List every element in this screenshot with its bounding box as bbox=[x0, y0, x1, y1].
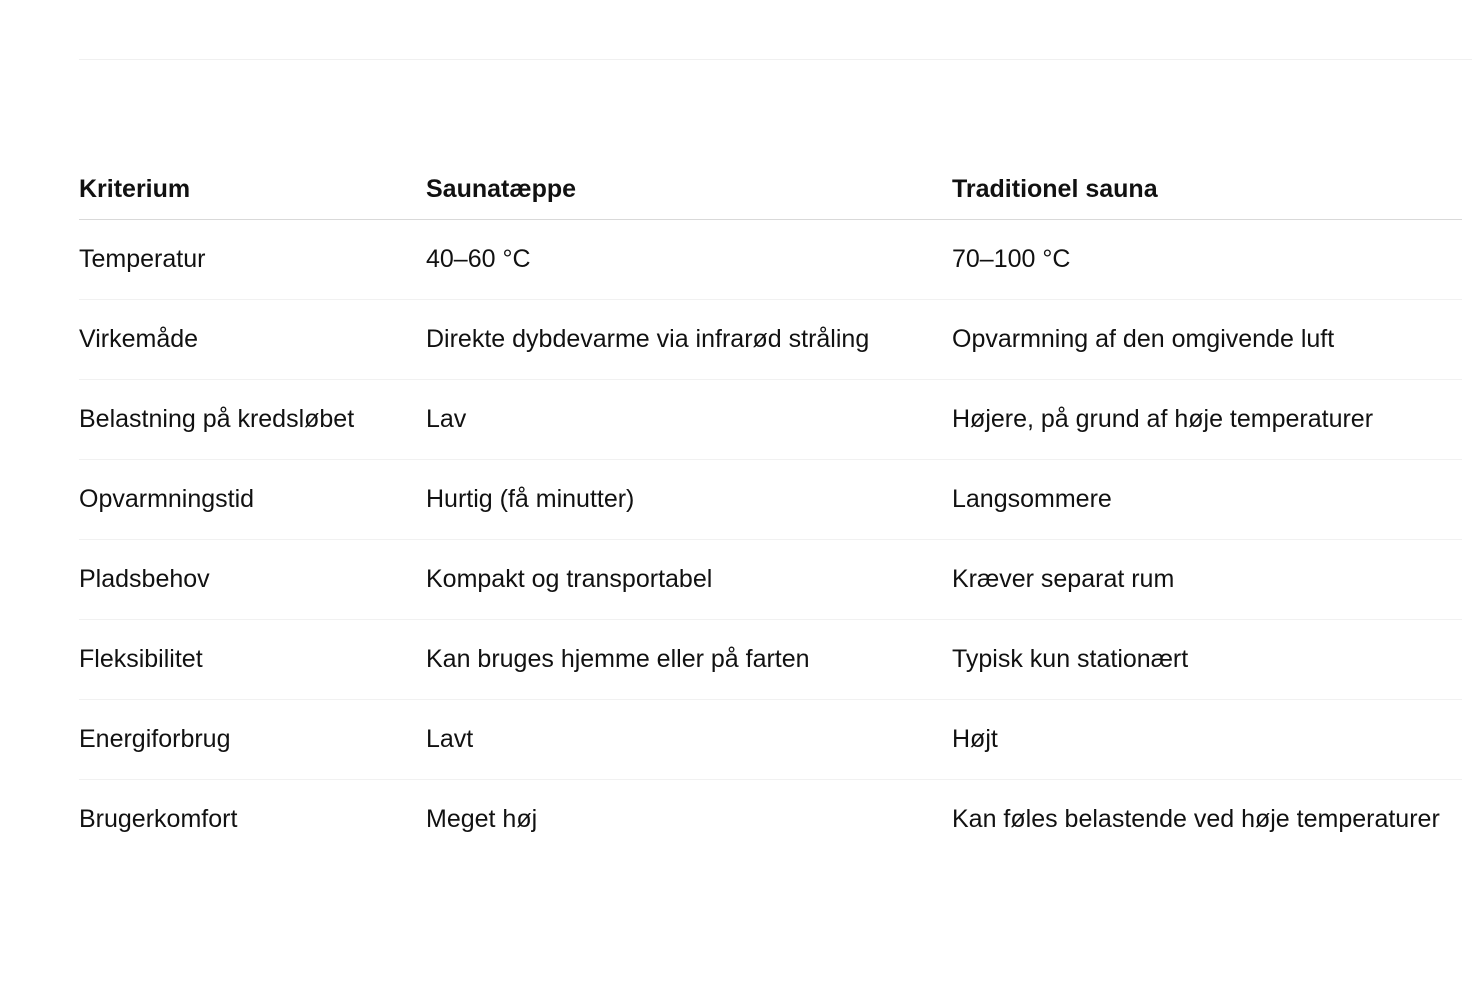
cell-sauna-blanket: Direkte dybdevarme via infrarød stråling bbox=[426, 300, 952, 380]
table-header-row bbox=[79, 160, 1462, 220]
cell-criterion: Belastning på kredsløbet bbox=[79, 380, 426, 460]
cell-criterion: Fleksibilitet bbox=[79, 620, 426, 700]
header-sauna-blanket: Saunatæppe bbox=[426, 160, 952, 220]
cell-sauna-blanket: Kompakt og transportabel bbox=[426, 540, 952, 620]
cell-criterion: Energiforbrug bbox=[79, 700, 426, 780]
table-row bbox=[79, 300, 1462, 380]
cell-traditional-sauna: Opvarmning af den omgivende luft bbox=[952, 300, 1462, 380]
cell-traditional-sauna: Kræver separat rum bbox=[952, 540, 1462, 620]
table-row bbox=[79, 700, 1462, 780]
cell-criterion: Opvarmningstid bbox=[79, 460, 426, 540]
table-row bbox=[79, 460, 1462, 540]
comparison-table bbox=[79, 160, 1462, 859]
table-row bbox=[79, 620, 1462, 700]
cell-sauna-blanket: Hurtig (få minutter) bbox=[426, 460, 952, 540]
header-traditional-sauna: Traditionel sauna bbox=[952, 160, 1462, 220]
cell-criterion: Pladsbehov bbox=[79, 540, 426, 620]
cell-traditional-sauna: Højt bbox=[952, 700, 1462, 780]
table-row bbox=[79, 380, 1462, 460]
cell-criterion: Brugerkomfort bbox=[79, 805, 238, 833]
cell-traditional-sauna: Typisk kun stationært bbox=[952, 620, 1462, 700]
table-row bbox=[79, 780, 1462, 860]
header-criterion: Kriterium bbox=[79, 160, 426, 220]
cell-criterion: Virkemåde bbox=[79, 300, 426, 380]
top-divider bbox=[79, 59, 1472, 60]
table-row bbox=[79, 220, 1462, 300]
cell-traditional-sauna: Langsommere bbox=[952, 460, 1462, 540]
cell-traditional-sauna: Højere, på grund af høje temperaturer bbox=[952, 380, 1462, 460]
cell-traditional-sauna: 70–100 °C bbox=[952, 220, 1462, 300]
cell-sauna-blanket: Lavt bbox=[426, 700, 952, 780]
cell-sauna-blanket: Meget høj bbox=[426, 805, 538, 833]
cell-sauna-blanket: 40–60 °C bbox=[426, 220, 952, 300]
cell-sauna-blanket: Kan bruges hjemme eller på farten bbox=[426, 620, 952, 700]
cell-traditional-sauna: Kan føles belastende ved høje temperaturer bbox=[952, 805, 1440, 833]
table-row bbox=[79, 540, 1462, 620]
cell-sauna-blanket: Lav bbox=[426, 380, 952, 460]
cell-criterion: Temperatur bbox=[79, 220, 426, 300]
